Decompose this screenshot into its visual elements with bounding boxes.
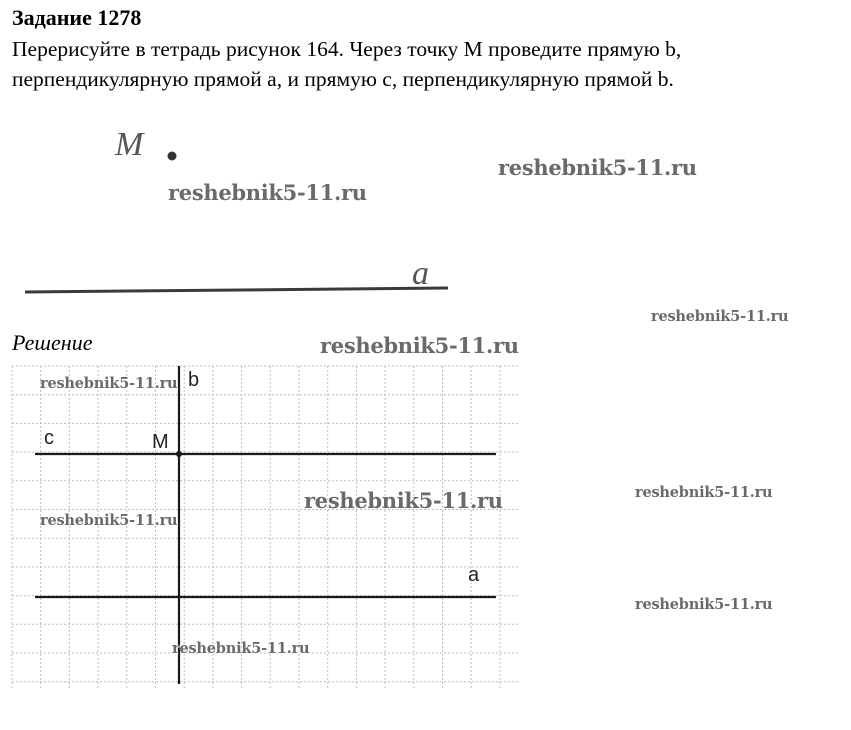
label-c: c (44, 427, 54, 449)
watermark: reshebnik5-11.ru (40, 512, 178, 529)
task-title: Задание 1278 (12, 5, 142, 30)
label-m: M (152, 431, 169, 453)
label-a: a (468, 564, 480, 586)
point-m (168, 152, 177, 161)
watermark: reshebnik5-11.ru (635, 484, 773, 501)
solution-heading: Решение (12, 330, 93, 355)
watermark: reshebnik5-11.ru (635, 596, 773, 613)
label-b: b (188, 369, 200, 391)
watermark: reshebnik5-11.ru (320, 333, 519, 358)
watermark: reshebnik5-11.ru (651, 308, 789, 325)
watermark: reshebnik5-11.ru (498, 155, 697, 180)
solution-point-m (176, 451, 182, 457)
line-a (25, 288, 448, 292)
point-m-label: M (115, 126, 144, 163)
line-a-label: a (412, 255, 429, 292)
watermark: reshebnik5-11.ru (40, 375, 178, 392)
watermark: reshebnik5-11.ru (304, 488, 503, 513)
original-figure (25, 126, 448, 292)
task-text-line: перпендикулярную прямой а, и прямую с, перпендикулярную прямой b. (12, 67, 674, 91)
watermark: reshebnik5-11.ru (168, 180, 367, 205)
watermark: reshebnik5-11.ru (172, 640, 310, 657)
task-text-line: Перерисуйте в тетрадь рисунок 164. Через точку М проведите прямую b, (12, 37, 682, 61)
